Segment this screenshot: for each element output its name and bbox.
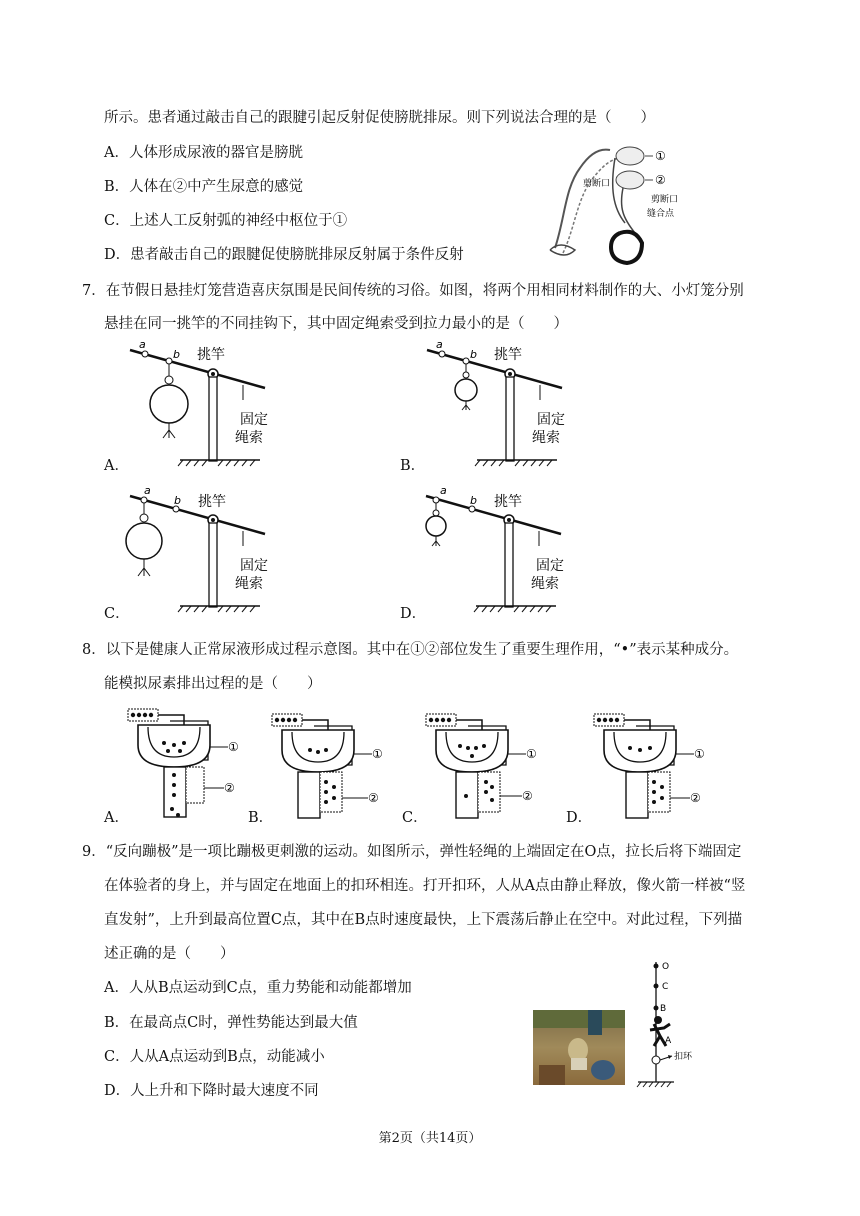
q6-intro: 所示。患者通过敲击自己的跟腱引起反射促使膀胱排尿。则下列说法合理的是（ ） [104,110,655,126]
q6-option-d[interactable]: D．患者敲击自己的跟腱促使膀胱排尿反射属于条件反射 [104,247,464,263]
q7d-label-pole: 挑竿 [494,494,522,510]
q8-option-d[interactable]: D． [566,810,593,826]
q6-label-1: ① [655,149,666,163]
q9-label-b: B [660,1004,667,1014]
q9-option-a[interactable]: A．人从B点运动到C点，重力势能和动能都增加 [104,980,412,996]
q9-line-4: 述正确的是（ ） [104,946,235,962]
q8d-label-2: ② [690,791,701,805]
q7b-label-a: a [436,340,443,351]
q7c-label-rope2: 绳索 [235,576,263,592]
q6-label-suture: 缝合点 [647,209,675,219]
q7a-label-b: b [173,348,180,361]
q6-label-2: ② [655,173,666,187]
q8-line-1: 8．以下是健康人正常尿液形成过程示意图。其中在①②部位发生了重要生理作用，“•”表示某种成分。 [82,642,739,658]
q6-option-b[interactable]: B．人体在②中产生尿意的感觉 [104,179,304,195]
q8-line-2: 能模拟尿素排出过程的是（ ） [104,676,322,692]
q7-figure-b [422,340,572,468]
q9-bungee-photo [533,1010,625,1085]
q8a-label-2: ② [224,781,235,795]
q7-option-c[interactable]: C． [104,606,130,622]
q7d-label-a: a [440,486,447,497]
q6-label-cut1: 剪断口 [583,179,611,189]
q9-label-a: A [665,1036,672,1046]
q9-label-buckle: 扣环 [674,1052,693,1062]
q8-figure-b [268,710,394,822]
q8c-label-1: ① [526,747,537,761]
q6-option-c[interactable]: C．上述人工反射弧的神经中枢位于① [104,213,348,229]
q7d-label-rope2: 绳索 [531,576,559,592]
q8-option-b[interactable]: B． [248,810,274,826]
q7-option-d[interactable]: D． [400,606,427,622]
q7b-label-rope1: 固定 [537,412,565,428]
q8-option-a[interactable]: A． [104,810,129,826]
q7b-label-b: b [470,348,477,361]
q7d-label-b: b [470,494,477,507]
q7-figure-a [125,340,275,468]
q8-figure-d [590,710,716,822]
q7-line-2: 悬挂在同一挑竿的不同挂钩下，其中固定绳索受到拉力最小的是（ ） [104,316,568,332]
q9-bungee-diagram [632,958,712,1090]
q6-option-a[interactable]: A．人体形成尿液的器官是膀胱 [104,145,303,161]
q8c-label-2: ② [522,789,533,803]
q7b-label-pole: 挑竿 [494,347,522,363]
q7c-label-b: b [174,494,181,507]
q7-option-a[interactable]: A． [104,458,129,474]
q8b-label-1: ① [372,747,383,761]
q7-line-1: 7．在节假日悬挂灯笼营造喜庆氛围是民间传统的习俗。如图，将两个用相同材料制作的大、小灯笼分别 [82,283,744,299]
q7a-label-rope1: 固定 [240,412,268,428]
q8-figure-a [124,705,250,823]
q7c-label-pole: 挑竿 [198,494,226,510]
q9-line-2: 在体验者的身上，并与固定在地面上的扣环相连。打开扣环，人从A点由静止释放，像火箭一样被“竖 [104,878,746,894]
q9-line-3: 直发射”，上升到最高位置C点，其中在B点时速度最快，上下震荡后静止在空中。对此过程，下列描 [104,912,743,928]
q8d-label-1: ① [694,747,705,761]
page-number: 第2页（共14页） [378,1131,482,1146]
q9-line-1: 9．“反向蹦极”是一项比蹦极更刺激的运动。如图所示，弹性轻绳的上端固定在O点，拉长后将下端固定 [82,844,742,860]
q7c-label-a: a [144,486,151,497]
q7a-label-a: a [139,340,146,351]
q7-option-b[interactable]: B． [400,458,426,474]
q7a-label-pole: 挑竿 [197,347,225,363]
q7d-label-rope1: 固定 [536,558,564,574]
q8a-label-1: ① [228,740,239,754]
q6-label-cut2: 剪断口 [651,195,679,205]
q9-option-c[interactable]: C．人从A点运动到B点，动能减小 [104,1049,325,1065]
q7c-label-rope1: 固定 [240,558,268,574]
q9-option-d[interactable]: D．人上升和下降时最大速度不同 [104,1083,319,1099]
q6-reflex-figure [545,138,705,268]
q7-figure-d [414,486,569,614]
q9-option-b[interactable]: B．在最高点C时，弹性势能达到最大值 [104,1015,358,1031]
q7a-label-rope2: 绳索 [235,430,263,446]
q7-figure-c [118,486,273,614]
q9-label-o: O [662,962,670,972]
q8-figure-c [422,710,548,822]
q9-label-c: C [662,982,669,992]
q7b-label-rope2: 绳索 [532,430,560,446]
q8b-label-2: ② [368,791,379,805]
q8-option-c[interactable]: C． [402,810,428,826]
